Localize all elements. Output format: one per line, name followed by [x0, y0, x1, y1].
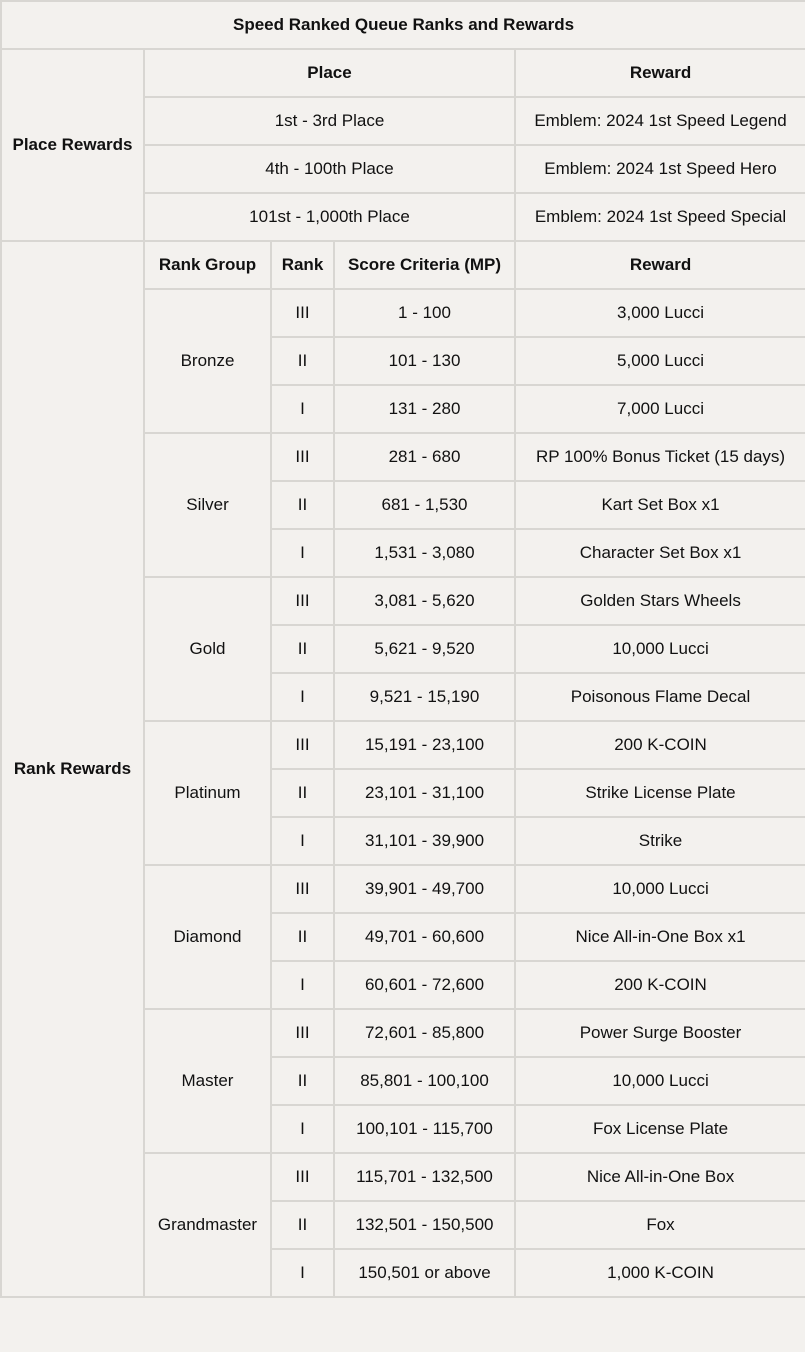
reward-cell: Nice All-in-One Box x1: [515, 913, 805, 961]
rank-group-header: Rank Group: [144, 241, 271, 289]
reward-cell: 5,000 Lucci: [515, 337, 805, 385]
score-cell: 150,501 or above: [334, 1249, 515, 1297]
rank-cell: III: [271, 1009, 334, 1057]
place-reward-cell: Emblem: 2024 1st Speed Legend: [515, 97, 805, 145]
title-row: [1, 1, 805, 49]
reward-cell: Fox License Plate: [515, 1105, 805, 1153]
rank-cell: I: [271, 1249, 334, 1297]
rank-group-cell: Master: [144, 1009, 271, 1153]
place-cell: 4th - 100th Place: [144, 145, 515, 193]
rank-cell: II: [271, 913, 334, 961]
score-cell: 132,501 - 150,500: [334, 1201, 515, 1249]
score-cell: 72,601 - 85,800: [334, 1009, 515, 1057]
rank-cell: III: [271, 865, 334, 913]
place-header-row: [1, 49, 805, 97]
rank-rewards-label: Rank Rewards: [1, 241, 144, 1297]
score-cell: 31,101 - 39,900: [334, 817, 515, 865]
rank-cell: III: [271, 721, 334, 769]
rank-cell: I: [271, 1105, 334, 1153]
rank-group-cell: Grandmaster: [144, 1153, 271, 1297]
score-cell: 85,801 - 100,100: [334, 1057, 515, 1105]
rank-cell: I: [271, 961, 334, 1009]
rank-cell: III: [271, 1153, 334, 1201]
rank-cell: II: [271, 769, 334, 817]
score-cell: 681 - 1,530: [334, 481, 515, 529]
score-cell: 3,081 - 5,620: [334, 577, 515, 625]
rank-header: Rank: [271, 241, 334, 289]
reward-cell: Fox: [515, 1201, 805, 1249]
rank-cell: III: [271, 577, 334, 625]
place-reward-cell: Emblem: 2024 1st Speed Hero: [515, 145, 805, 193]
rank-cell: III: [271, 433, 334, 481]
reward-cell: 10,000 Lucci: [515, 625, 805, 673]
rank-group-cell: Bronze: [144, 289, 271, 433]
place-rewards-label: Place Rewards: [1, 49, 144, 241]
rank-cell: I: [271, 817, 334, 865]
score-cell: 39,901 - 49,700: [334, 865, 515, 913]
score-cell: 115,701 - 132,500: [334, 1153, 515, 1201]
rank-cell: III: [271, 289, 334, 337]
reward-cell: 7,000 Lucci: [515, 385, 805, 433]
rank-group-cell: Gold: [144, 577, 271, 721]
rank-cell: I: [271, 529, 334, 577]
reward-cell: Strike License Plate: [515, 769, 805, 817]
rank-cell: II: [271, 625, 334, 673]
score-cell: 15,191 - 23,100: [334, 721, 515, 769]
rank-group-cell: Diamond: [144, 865, 271, 1009]
score-cell: 49,701 - 60,600: [334, 913, 515, 961]
score-cell: 9,521 - 15,190: [334, 673, 515, 721]
table-title: Speed Ranked Queue Ranks and Rewards: [1, 1, 805, 49]
rank-cell: II: [271, 1057, 334, 1105]
score-cell: 23,101 - 31,100: [334, 769, 515, 817]
place-cell: 101st - 1,000th Place: [144, 193, 515, 241]
reward-cell: 1,000 K-COIN: [515, 1249, 805, 1297]
score-cell: 5,621 - 9,520: [334, 625, 515, 673]
rank-cell: II: [271, 337, 334, 385]
place-reward-cell: Emblem: 2024 1st Speed Special: [515, 193, 805, 241]
place-reward-header: Reward: [515, 49, 805, 97]
reward-cell: 200 K-COIN: [515, 721, 805, 769]
score-cell: 101 - 130: [334, 337, 515, 385]
reward-cell: 10,000 Lucci: [515, 865, 805, 913]
rank-group-cell: Platinum: [144, 721, 271, 865]
reward-cell: Nice All-in-One Box: [515, 1153, 805, 1201]
place-cell: 1st - 3rd Place: [144, 97, 515, 145]
score-cell: 131 - 280: [334, 385, 515, 433]
rank-cell: II: [271, 481, 334, 529]
score-cell: 1,531 - 3,080: [334, 529, 515, 577]
rank-reward-header: Reward: [515, 241, 805, 289]
rank-group-cell: Silver: [144, 433, 271, 577]
rank-cell: II: [271, 1201, 334, 1249]
reward-cell: 10,000 Lucci: [515, 1057, 805, 1105]
reward-cell: Power Surge Booster: [515, 1009, 805, 1057]
reward-cell: RP 100% Bonus Ticket (15 days): [515, 433, 805, 481]
rank-cell: I: [271, 385, 334, 433]
reward-cell: Strike: [515, 817, 805, 865]
score-cell: 1 - 100: [334, 289, 515, 337]
reward-cell: 200 K-COIN: [515, 961, 805, 1009]
reward-cell: Golden Stars Wheels: [515, 577, 805, 625]
score-cell: 281 - 680: [334, 433, 515, 481]
rank-header-row: [1, 241, 805, 289]
place-header: Place: [144, 49, 515, 97]
reward-cell: Poisonous Flame Decal: [515, 673, 805, 721]
reward-cell: Character Set Box x1: [515, 529, 805, 577]
score-cell: 60,601 - 72,600: [334, 961, 515, 1009]
rank-cell: I: [271, 673, 334, 721]
reward-cell: Kart Set Box x1: [515, 481, 805, 529]
score-criteria-header: Score Criteria (MP): [334, 241, 515, 289]
reward-cell: 3,000 Lucci: [515, 289, 805, 337]
score-cell: 100,101 - 115,700: [334, 1105, 515, 1153]
